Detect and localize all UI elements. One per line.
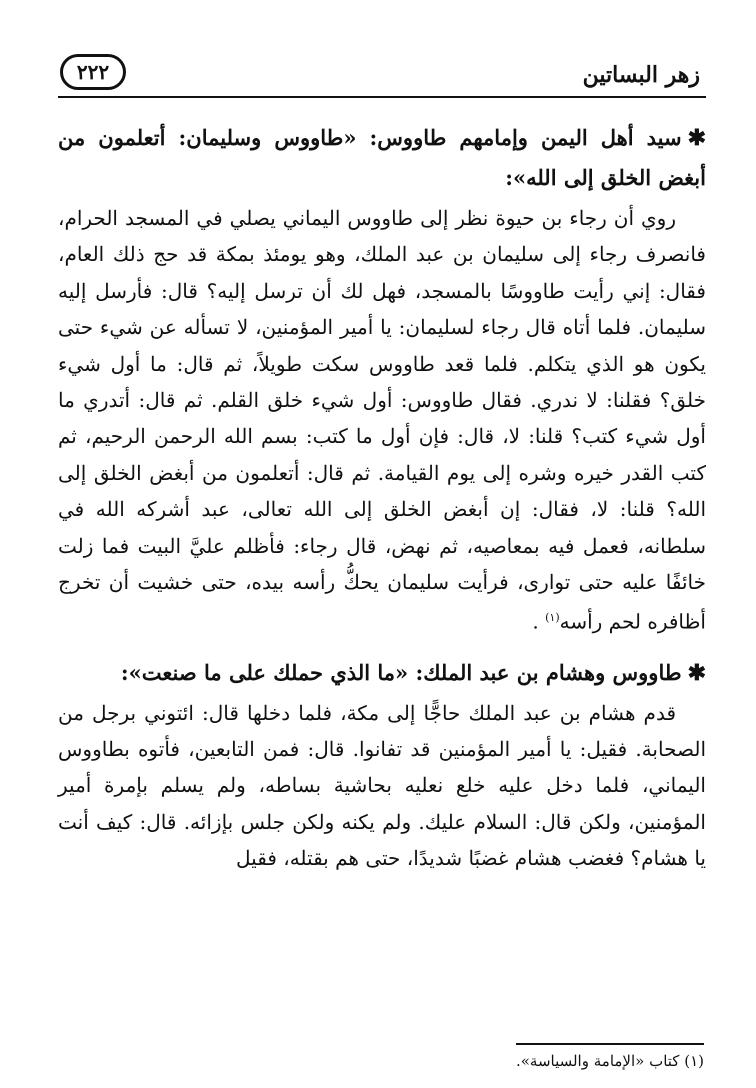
section-heading: ✱طاووس وهشام بن عبد الملك: «ما الذي حملك على ما صنعت»: — [120, 659, 706, 686]
footnote-rule — [516, 1043, 704, 1045]
page-header — [58, 50, 706, 102]
section-paragraph: روي أن رجاء بن حيوة نظر إلى طاووس اليماني يصلي في المسجد الحرام، فانصرف رجاء إلى سليمان بن عبد الملك، وهو يومئذ بمكة قد حج ذلك العام، فقال: إني رأيت طاووسًا بالمسجد، فهل لك أن ترسل إليه؟ قال: فأرسل إليه سليمان. فلما أتاه قال رجاء لسليمان: يا أمير المؤمنين، لا تسأله عن شيء حتى يكون هو الذي يتكلم. فلما قعد طاووس سكت طويلاً، ثم قال: ما أول شيء خلق؟ فقلنا: لا ندري. فقال طاووس: أول شيء خلق القلم. ثم قال: أتدري ما أول شيء كتب؟ قلنا: لا، قال: فإن أول ما كتب: بسم الله الرحمن الرحيم، ثم كتب القدر خيره وشره إلى يوم القيامة. ثم قال: أتعلمون من أبغض الخلق إلى الله؟ قلنا: لا، فقال: إن أبغض الخلق إلى الله تعالى، عبد أشركه الله في سلطانه، فعمل فيه بمعاصيه، ثم نهض، قال رجاء: فأظلم عليَّ البيت فما زلت خائفًا عليه حتى توارى، فرأيت سليمان يحكُّ رأسه بيده، حتى خشيت أن تخرج أظافره لحم رأسه$^{(١)}$ . — [58, 206, 706, 635]
footnote-reference: (١) — [545, 611, 560, 625]
header-rule — [58, 96, 706, 98]
section-paragraph: قدم هشام بن عبد الملك حاجًّا إلى مكة، فلما دخلها قال: ائتوني برجل من الصحابة. فقيل: يا أمير المؤمنين قد تفانوا. قال: فمن التابعين، فأتوه بطاووس اليماني، فلما دخل عليه خلع نعليه بحاشية بساطه، ولم يسلم بإمرة أمير المؤمنين، ولكن قال: السلام عليك. ولم يكنه ولكن جلس بإزائه. قال: كيف أنت يا هشام؟ فغضب هشام غضبًا شديدًا، حتى هم بقتله، فقيل — [58, 700, 706, 871]
page-number: ٢٢٢ — [60, 54, 126, 90]
footnote: (١) كتاب «الإمامة والسياسة». — [515, 1052, 704, 1070]
star-bullet-icon: ✱ — [687, 659, 706, 686]
page-body — [58, 118, 706, 877]
running-title: زهر البساتين — [582, 62, 700, 88]
star-bullet-icon: ✱ — [687, 125, 706, 151]
section-heading: ✱سيد أهل اليمن وإمامهم طاووس: «طاووس وسليمان: أتعلمون من أبغض الخلق إلى الله»: — [58, 125, 706, 190]
